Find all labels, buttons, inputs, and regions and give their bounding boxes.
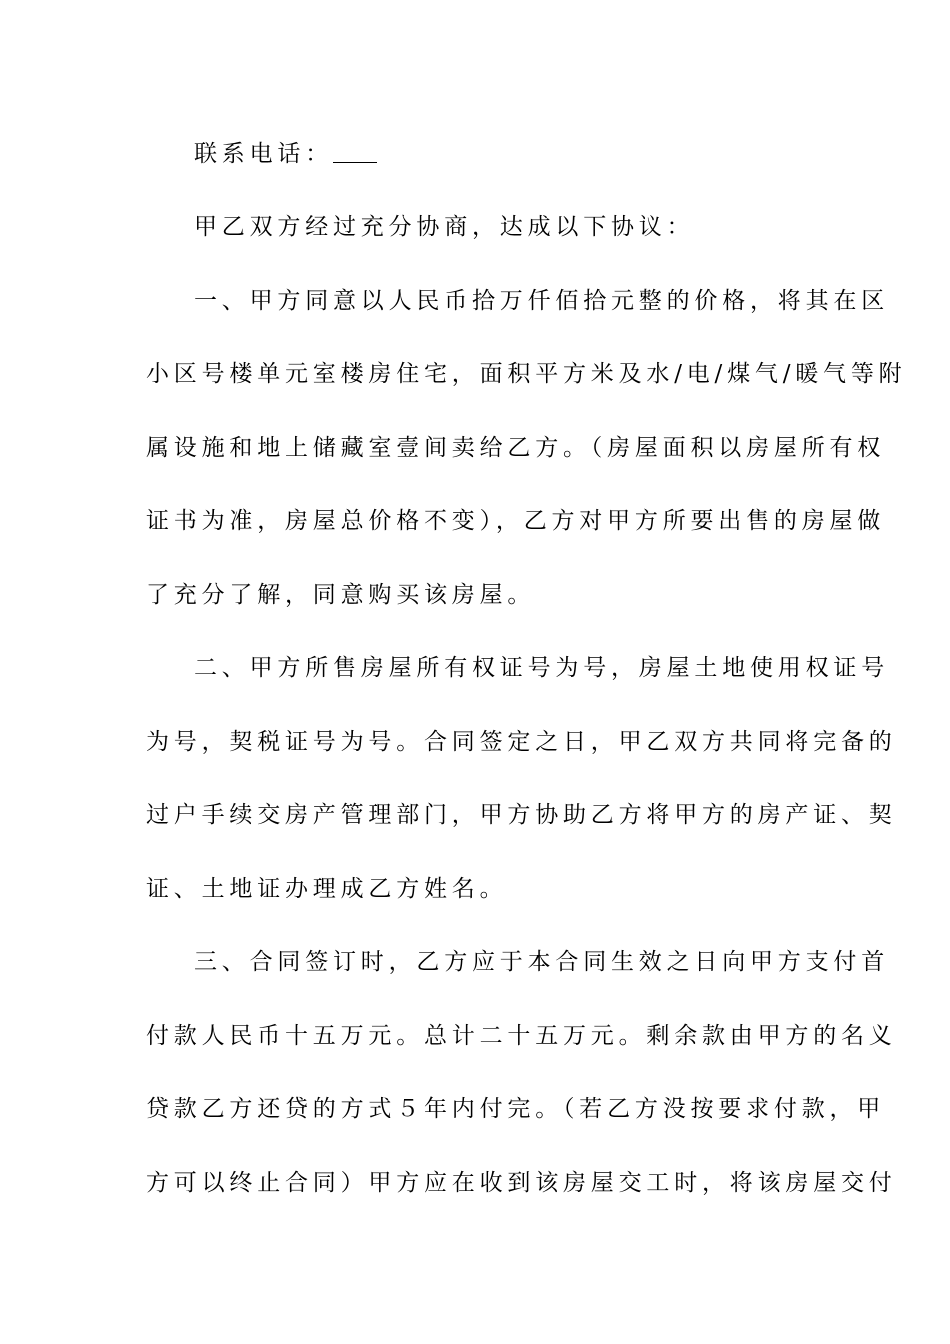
clause-1-line-4: 证书为准，房屋总价格不变），乙方对甲方所要出售的房屋做 xyxy=(146,508,886,534)
contact-phone-blank xyxy=(333,138,377,163)
clause-1-line-3: 属设施和地上储藏室壹间卖给乙方。（房屋面积以房屋所有权 xyxy=(146,435,886,461)
clause-2-line-4: 证、土地证办理成乙方姓名。 xyxy=(146,876,508,902)
paragraph-intro: 甲乙双方经过充分协商，达成以下协议： xyxy=(194,214,695,240)
contact-phone-label: 联系电话： xyxy=(194,141,333,167)
clause-2-line-3: 过户手续交房产管理部门，甲方协助乙方将甲方的房产证、契 xyxy=(146,802,897,828)
clause-3-line-3: 贷款乙方还贷的方式５年内付完。（若乙方没按要求付款，甲 xyxy=(146,1096,886,1122)
clause-2-line-1: 二、甲方所售房屋所有权证号为号，房屋土地使用权证号 xyxy=(194,655,889,681)
clause-1-line-1: 一、甲方同意以人民币拾万仟佰拾元整的价格，将其在区 xyxy=(194,288,889,314)
clause-3-line-1: 三、合同签订时，乙方应于本合同生效之日向甲方支付首 xyxy=(194,949,889,975)
clause-1-line-5: 了充分了解，同意购买该房屋。 xyxy=(146,582,536,608)
clause-3-line-2: 付款人民币十五万元。总计二十五万元。剩余款由甲方的名义 xyxy=(146,1023,897,1049)
contact-phone-line xyxy=(194,134,806,174)
clause-3-line-4: 方可以终止合同）甲方应在收到该房屋交工时，将该房屋交付 xyxy=(146,1170,897,1196)
clause-2-line-2: 为号，契税证号为号。合同签定之日，甲乙双方共同将完备的 xyxy=(146,729,897,755)
clause-1-line-2: 小区号楼单元室楼房住宅，面积平方米及水/电/煤气/暖气等附 xyxy=(146,361,907,387)
